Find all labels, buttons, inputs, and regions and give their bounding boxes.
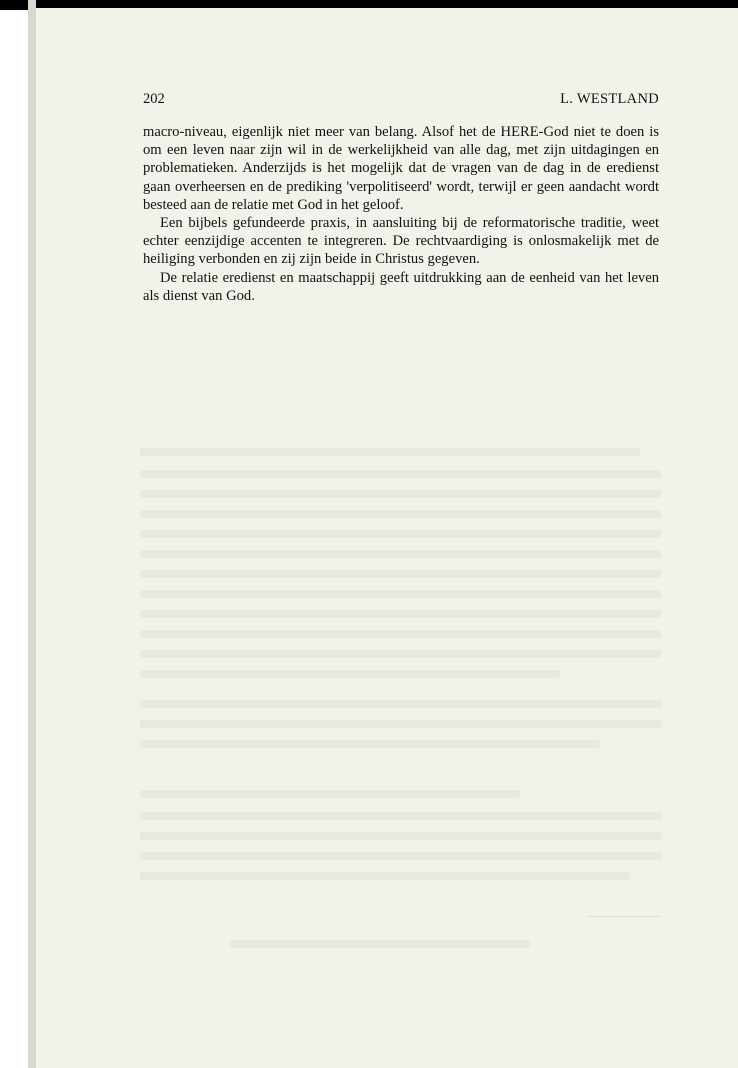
paragraph: De relatie eredienst en maatschappij geeft uitdrukking aan de eenheid van het leven als dienst van God. — [143, 269, 659, 304]
bleed-through-line — [140, 630, 662, 638]
bleed-through-line — [140, 590, 662, 598]
bleed-through-line — [140, 610, 662, 618]
bleed-through-line — [230, 940, 530, 948]
bleed-through-line — [140, 720, 662, 728]
bleed-through-line — [140, 812, 662, 820]
scan-left-border — [28, 0, 36, 1068]
bleed-through-line — [140, 670, 560, 678]
bleed-through-line — [140, 550, 662, 558]
bleed-through-line — [140, 740, 600, 748]
bleed-through-line — [140, 872, 630, 880]
bleed-through-line — [140, 832, 662, 840]
body-text — [143, 123, 659, 305]
bleed-through-line — [140, 650, 662, 658]
running-head: L. WESTLAND — [560, 91, 659, 107]
bleed-through-line — [140, 510, 662, 518]
bleed-through-line — [140, 448, 640, 456]
paragraph: macro-niveau, eigenlijk niet meer van belang. Alsof het de HERE-God niet te doen is om een leven naar zijn wil in de werkelijkheid van alle dag, met zijn uitdagingen en problematieken. Anderzijds is het mogelijk dat de vragen van de dag in de eredienst gaan overheersen en de prediking 'verpolitiseerd' wordt, terwijl er geen aandacht wordt besteed aan de relatie met God in het geloof. — [143, 124, 659, 213]
bleed-through-line — [140, 570, 662, 578]
page-number: 202 — [143, 91, 165, 107]
footnote-rule — [589, 916, 659, 917]
bleed-through-line — [140, 490, 662, 498]
bleed-through-line — [140, 470, 662, 478]
bleed-through-line — [140, 790, 520, 798]
paragraph: Een bijbels gefundeerde praxis, in aansluiting bij de reformatorische traditie, weet echter eenzijdige accenten te integreren. De rechtvaardiging is onlosmakelijk met de heiliging verbonden en zij zijn beide in Christus gegeven. — [143, 215, 659, 268]
bleed-through-line — [140, 530, 662, 538]
bleed-through-line — [140, 700, 662, 708]
bleed-through-line — [140, 852, 662, 860]
